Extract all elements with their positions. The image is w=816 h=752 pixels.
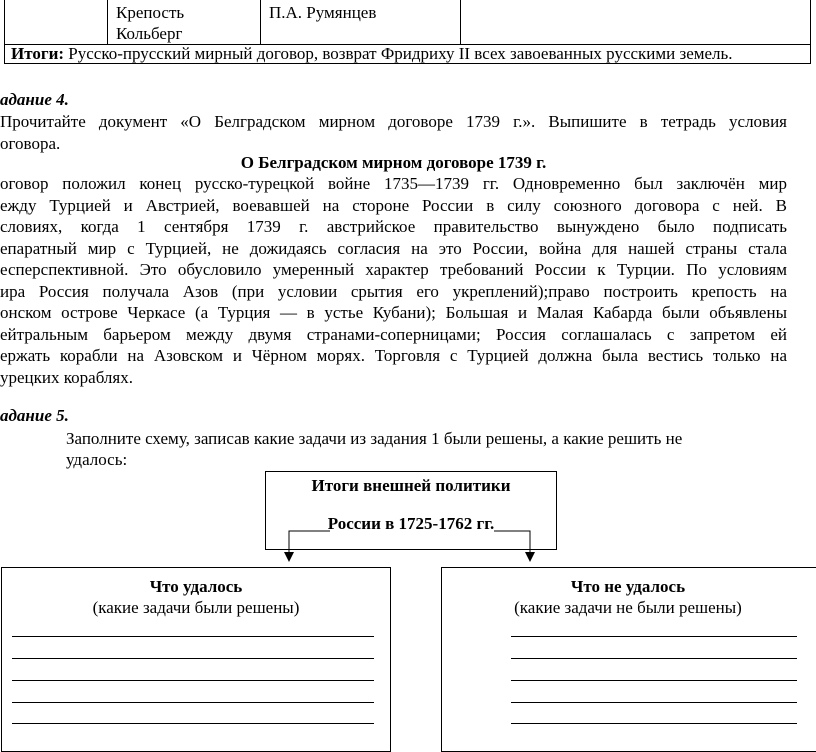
right-box-subtitle: (какие задачи не были решены)	[514, 598, 742, 617]
scheme-top-title-line2: России в 1725-1762 гг.	[327, 514, 495, 533]
answer-line	[511, 636, 797, 637]
document-line: ержать корабли на Азовском и Чёрном морях. Торговля с Турцией должна была вестись только на	[0, 346, 787, 365]
answer-line	[12, 658, 374, 659]
arrow-left-head	[284, 552, 294, 562]
document-title: О Белградском мирном договоре 1739 г.	[240, 153, 547, 172]
answer-line	[12, 702, 374, 703]
document-line: урецких кораблях.	[0, 367, 133, 387]
commander-name: П.А. Румянцев	[269, 3, 377, 22]
arrow-left-line	[289, 531, 330, 554]
scheme-left-box	[1, 567, 391, 752]
answer-line	[511, 723, 797, 724]
document-line: ира Россия получала Азов (при условии срытия его укреплений);право построить крепость на	[0, 281, 787, 301]
task4-instruction-line2: оговора.	[0, 133, 61, 153]
task5-instruction-line1: Заполните схему, записав какие задачи из задания 1 были решены, а какие решить не	[66, 429, 683, 448]
document-line: онском острове Черкасе (а Турция — в устье Кубани); Большая и Малая Кабарда были объявлены	[0, 303, 787, 322]
summary-text: Русско-прусский мирный договор, возврат Фридриху II всех завоеванных русскими земель.	[64, 44, 733, 63]
document-line: словиях, когда 1 сентября 1739 г. австрийское правительство вынуждено было подписать	[0, 217, 787, 236]
task4-heading: адание 4.	[0, 90, 69, 109]
answer-line	[511, 680, 797, 681]
answer-line	[511, 658, 797, 659]
left-box-title: Что удалось	[149, 577, 243, 596]
battle-name-line2: Кольберг	[116, 24, 183, 43]
summary-label: Итоги:	[11, 44, 65, 63]
scheme-right-box	[441, 567, 816, 752]
arrow-right-head	[525, 552, 535, 562]
document-line: ежду Турцией и Австрией, воевавшей на стороне России в силу союзного договора с ней. В	[0, 195, 787, 215]
document-line: есперспективной. Это обусловило умеренный характер требований России к Турции. По условиям	[0, 260, 787, 279]
arrow-right-line	[494, 531, 530, 554]
task5-heading: адание 5.	[0, 406, 69, 425]
answer-line	[12, 680, 374, 681]
answer-line	[12, 636, 374, 637]
document-line: ейтральным барьером между двумя странами-соперницами; Россия соглашалась с запретом ей	[0, 324, 787, 344]
task4-instruction-line1: Прочитайте документ «О Белградском мирном договоре 1739 г.». Выпишите в тетрадь условия	[0, 112, 787, 131]
left-box-subtitle: (какие задачи были решены)	[92, 598, 300, 617]
battle-name-line1: Крепость	[116, 3, 185, 22]
task5-instruction-line2: удалось:	[66, 450, 128, 469]
scheme-top-title-line1: Итоги внешней политики	[311, 476, 511, 495]
right-box-title: Что не удалось	[570, 577, 686, 596]
answer-line	[511, 702, 797, 703]
document-line: оговор положил конец русско-турецкой войне 1735—1739 гг. Одновременно был заключён мир	[0, 174, 787, 193]
document-line: епаратный мир с Турцией, не дожидаясь согласия на это России, война для нашей страны стала	[0, 238, 787, 258]
answer-line	[12, 723, 374, 724]
